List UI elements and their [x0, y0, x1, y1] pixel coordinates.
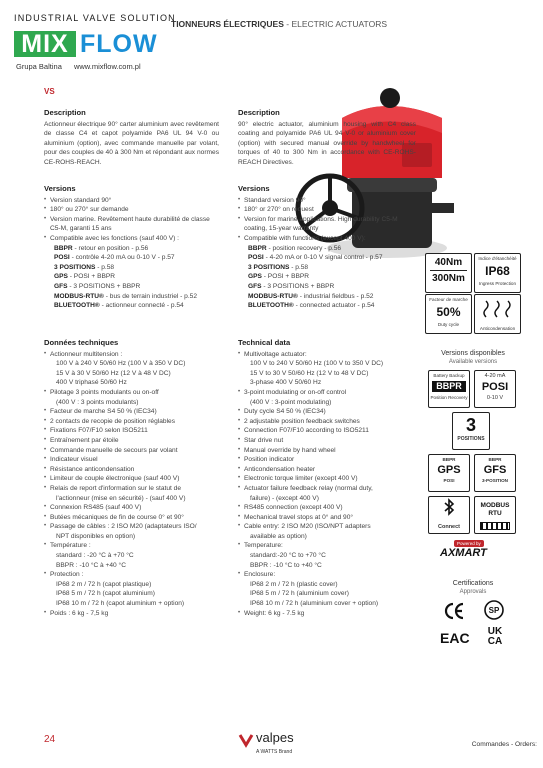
en-functions-list [238, 244, 416, 311]
en-tech-item: • Star drive nut [238, 436, 416, 446]
en-function-item [238, 244, 416, 254]
en-tech-item: • Enclosure: [238, 570, 416, 580]
en-tech-subitem: IP68 2 m / 72 h (plastic cover) [250, 580, 338, 588]
fr-tech-subitem: 15 V à 30 V 50/60 Hz (12 V à 48 V DC) [56, 369, 171, 377]
fr-tech-item: • Facteur de marche S4 50 % (IEC34) [44, 407, 219, 417]
powered-by: Powered by [454, 540, 484, 547]
fr-tech-list [44, 350, 219, 619]
fr-tech-subitem: BBPR : -10 °C à +40 °C [56, 561, 126, 569]
fr-versions-section [44, 184, 219, 311]
posi-bottom: 0-10 V [486, 395, 504, 401]
fr-function-item [44, 292, 219, 302]
en-tech-item: • Position indicator [238, 455, 416, 465]
en-tech-item: • 2 adjustable position feedback switches [238, 417, 416, 427]
bluetooth-connect-icon [428, 496, 470, 534]
en-description-title: Description [238, 108, 280, 117]
fr-description-text: Actionneur électrique 90° carter aluminium avec revêtement de classe C4 et capot polyamide PA6 UL 94 V-0 ou aluminium (option), avec commande manuelle par volant, pour des couples de 40 à 300 Nm et répondant aux normes CE-ROHS-REACH. [44, 120, 219, 166]
en-tech-subitem: IP68 10 m / 72 h (aluminium cover + option) [250, 600, 379, 608]
fr-tech-item: • Indicateur visuel [44, 455, 219, 465]
ukca-line1: UK [487, 626, 503, 637]
three-number: 3 [465, 415, 476, 435]
en-tech-subitem: 100 V to 240 V 50/60 Hz (100 V to 350 V DC) [250, 360, 384, 368]
fr-tech-item: • Connexion RS485 (sauf 400 V) [44, 503, 219, 513]
bbpr-icon [428, 370, 470, 408]
en-function-item [238, 292, 416, 302]
gfs-top: BBPR [488, 457, 502, 462]
fr-version-item: • Version marine. Revêtement haute durabilité de classe C5-M, garanti 15 ans [44, 215, 219, 234]
en-tech-title: Technical data [238, 338, 291, 347]
modbus-icon [474, 496, 516, 534]
fr-tech-subitem: l'actionneur (mise en sécurité) - (sauf 400 V) [56, 494, 186, 502]
fr-version-item: • Compatible avec les fonctions (sauf 400 V) : [44, 234, 219, 244]
fr-tech-item: • Commande manuelle de secours par volant [44, 446, 219, 456]
en-versions-title: Versions [238, 184, 270, 193]
fr-version-item: • 180° ou 270° sur demande [44, 205, 219, 215]
certifications-subtitle: Approvals [459, 589, 487, 595]
fr-function-item [44, 253, 219, 263]
header-title-sep: - [283, 19, 292, 29]
posi-icon [474, 370, 516, 408]
en-function-desc: - position recovery - p.56 [266, 244, 342, 252]
header-title-en: ELECTRIC ACTUATORS [291, 19, 388, 29]
duty-cycle-icon [425, 294, 472, 334]
fr-function-name: GPS [54, 273, 68, 281]
model-name: VS [44, 87, 55, 96]
fr-function-desc: - retour en position - p.56 [72, 244, 149, 252]
fr-tech-item: • Actionneur multitension : [44, 350, 219, 360]
posi-label: POSI [481, 381, 509, 393]
fr-tech-subitem: standard : -20 °C à +70 °C [56, 552, 134, 560]
header-title-fr: TIONNEURS ÉLECTRIQUES [171, 19, 284, 29]
fr-function-name: BLUETOOTH® [54, 302, 100, 310]
logo-mix: MIX [14, 31, 76, 57]
fr-tech-item: • Poids : 6 kg - 7,5 kg [44, 609, 219, 619]
company-line [16, 62, 141, 71]
en-function-desc: - 4-20 mA or 0-10 V signal control - p.57 [263, 254, 383, 262]
fr-tech-item: • 2 contacts de recopie de position réglables [44, 417, 219, 427]
fr-tech-item: • Passage de câbles : 2 ISO M20 (adaptateurs ISO/ [44, 522, 219, 532]
ip-value: IP68 [485, 264, 510, 278]
torque-max: 300Nm [432, 273, 465, 284]
en-function-desc: - connected actuator - p.54 [293, 302, 375, 310]
fr-function-item [44, 282, 219, 292]
fr-function-item [44, 263, 219, 273]
fr-function-item [44, 301, 219, 311]
ip-label: Indice d'étanchéité [478, 256, 517, 261]
ukca-mark [484, 627, 506, 647]
en-tech-subitem: (400 V : 3-point modulating) [250, 398, 332, 406]
torque-min: 40Nm [434, 257, 463, 268]
ip68-icon [474, 253, 521, 293]
en-function-name: GPS [248, 273, 262, 281]
three-label: POSITIONS [457, 436, 485, 442]
csa-us-mark-icon [482, 598, 506, 622]
axmart-text: AXMART [440, 547, 487, 559]
fr-function-desc: - p.58 [95, 263, 115, 271]
en-tech-subitem: available as option) [250, 532, 307, 540]
versions-available-title: Versions disponibles [441, 350, 505, 357]
axmart-logo [438, 540, 498, 560]
fr-function-name: MODBUS-RTU® [54, 292, 104, 300]
ukca-line2: CA [487, 636, 503, 647]
gfs-bottom: 3-POSITION [481, 478, 509, 483]
duty-value: 50% [436, 305, 461, 319]
fr-tech-subitem: NPT disponibles en option) [56, 532, 136, 540]
fr-tech-item: • Résistance anticondensation [44, 465, 219, 475]
ip-sub: Ingress Protection [478, 281, 517, 286]
bbpr-bottom: Position Recovery [430, 395, 468, 400]
svg-text:SP: SP [488, 606, 500, 615]
duty-sub: Duty cycle [437, 322, 460, 327]
orders-label: Commandes - Orders: [471, 741, 537, 748]
fr-function-desc: - bus de terrain industriel - p.52 [103, 292, 198, 300]
valpes-logo [238, 728, 308, 762]
heater-icon [476, 295, 519, 321]
en-function-name: POSI [248, 254, 264, 262]
en-tech-item: • 3-point modulating or on-off control [238, 388, 416, 398]
fr-tech-subitem: 400 V triphasé 50/60 Hz [56, 379, 127, 387]
en-tech-item: • Electronic torque limiter (except 400 V) [238, 474, 416, 484]
fr-tech-item: • Température : [44, 541, 219, 551]
fr-tech-item: • Entraînement par étoile [44, 436, 219, 446]
en-tech-list [238, 350, 416, 619]
fr-tech-item: • Relais de report d'information sur le statut de [44, 484, 219, 494]
en-version-item: • Compatible with functions (except 400 V): [238, 234, 416, 244]
anticond-label: Anticondensation [479, 326, 516, 331]
fr-tech-item: • Protection : [44, 570, 219, 580]
en-tech-section [238, 338, 416, 618]
en-tech-item: • Anticondensation heater [238, 465, 416, 475]
en-version-item: • Version for marine applications. High durability C5-M coating, 15-year warranty [238, 215, 416, 234]
versions-available-subtitle: Available versions [448, 359, 498, 365]
en-tech-subitem: BBPR : -10 °C to +40 °C [250, 561, 322, 569]
fr-tech-subitem: 100 V à 240 V 50/60 Hz (100 V à 350 V DC) [56, 360, 186, 368]
en-tech-subitem: 15 V to 30 V 50/60 Hz (12 V to 48 V DC) [250, 369, 369, 377]
fr-description-section [44, 108, 219, 168]
en-function-item [238, 272, 416, 282]
gfs-label: GFS [483, 464, 507, 476]
en-version-item: • Standard version 90° [238, 196, 416, 206]
fr-tech-item: • Pilotage 3 points modulants ou on-off [44, 388, 219, 398]
modbus-label: MODBUS RTU [480, 502, 510, 517]
en-function-item [238, 282, 416, 292]
fr-tech-subitem: IP68 2 m / 72 h (capot plastique) [56, 580, 152, 588]
en-tech-subitem: 3-phase 400 V 50/60 Hz [250, 379, 322, 387]
connect-label: Connect [438, 524, 460, 530]
ce-mark-icon [443, 600, 465, 622]
fr-function-name: 3 POSITIONS [54, 263, 96, 271]
posi-top: 4-20 mA [484, 373, 506, 379]
en-function-name: BBPR [248, 244, 267, 252]
en-tech-item: • Connection F07/F10 according to ISO5211 [238, 426, 416, 436]
en-function-item [238, 263, 416, 273]
en-versions-section [238, 184, 416, 311]
bbpr-top: Battery Backup [433, 373, 465, 378]
gfs-icon [474, 454, 516, 492]
en-description-section [238, 108, 416, 168]
en-function-desc: - 3 POSITIONS + BBPR [261, 282, 335, 290]
connector-icon [480, 522, 510, 530]
en-tech-subitem: IP68 5 m / 72 h (aluminium cover) [250, 590, 349, 598]
fr-tech-subitem: IP68 10 m / 72 h (capot aluminium + option) [56, 600, 185, 608]
en-function-desc: - industrial fieldbus - p.52 [297, 292, 374, 300]
en-function-name: MODBUS-RTU® [248, 292, 298, 300]
three-positions-icon [452, 412, 490, 450]
fr-description-title: Description [44, 108, 86, 117]
fr-tech-section [44, 338, 219, 618]
gps-bottom: POSI [443, 478, 455, 483]
fr-function-name: GFS [54, 282, 68, 290]
gps-label: GPS [437, 464, 461, 476]
en-tech-item: • Actuator failure feedback relay (normal duty, [238, 484, 416, 494]
company-url[interactable]: www.mixflow.com.pl [73, 62, 141, 71]
en-tech-item: • Mechanical travel stops at 0° and 90° [238, 513, 416, 523]
fr-versions-title: Versions [44, 184, 76, 193]
page-header-title [171, 19, 387, 29]
fr-function-item [44, 244, 219, 254]
en-function-item [238, 253, 416, 263]
en-function-desc: - p.58 [289, 263, 309, 271]
fr-function-desc: - actionneur connecté - p.54 [99, 302, 184, 310]
fr-functions-list [44, 244, 219, 311]
en-tech-item: • RS485 connection (except 400 V) [238, 503, 416, 513]
fr-tech-subitem: IP68 5 m / 72 h (capot aluminium) [56, 590, 155, 598]
fr-tech-item: • Butées mécaniques de fin de course 0° et 90° [44, 513, 219, 523]
fr-function-desc: - 3 POSITIONS + BBPR [67, 282, 141, 290]
en-tech-subitem: standard:-20 °C to +70 °C [250, 552, 326, 560]
en-function-name: 3 POSITIONS [248, 263, 290, 271]
en-function-desc: - POSI + BBPR [261, 273, 310, 281]
tagline: INDUSTRIAL VALVE SOLUTION [14, 13, 176, 23]
logo-flow: FLOW [80, 30, 158, 58]
en-tech-item: • Temperature: [238, 541, 416, 551]
fr-tech-subitem: (400 V : 3 points modulants) [56, 398, 139, 406]
en-tech-item: • Cable entry: 2 ISO M20 (ISO/NPT adapters [238, 522, 416, 532]
valpes-sub: A WATTS Brand [256, 749, 293, 755]
en-tech-item: • Multivoltage actuator: [238, 350, 416, 360]
fr-function-name: BBPR [54, 244, 73, 252]
gps-top: BBPR [442, 457, 456, 462]
en-tech-item: • Manual override by hand wheel [238, 446, 416, 456]
fr-tech-item: • Fixations F07/F10 selon ISO5211 [44, 426, 219, 436]
fr-version-item: • Version standard 90° [44, 196, 219, 206]
fr-function-desc: - contrôle 4-20 mA ou 0-10 V - p.57 [69, 254, 175, 262]
mixflow-logo [14, 31, 174, 57]
en-description-text: 90° electric actuator, aluminium housing with C4 class coating and polyamide PA6 UL 94 V-0 or aluminium cover (option) with secured manual override by handwheel for torques of 40 to 300 Nm in accordance with CE-ROHS-REACH Directives. [238, 120, 416, 166]
fr-tech-item: • Limiteur de couple électronique (sauf 400 V) [44, 474, 219, 484]
valpes-name: valpes [256, 730, 294, 745]
eac-mark: EAC [440, 630, 470, 646]
torque-icon [425, 253, 472, 293]
fr-tech-title: Données techniques [44, 338, 119, 347]
en-version-item: • 180° or 270° on request [238, 205, 416, 215]
anticondensation-icon [474, 294, 521, 334]
en-function-name: BLUETOOTH® [248, 302, 294, 310]
fr-function-name: POSI [54, 254, 70, 262]
fr-function-item [44, 272, 219, 282]
bluetooth-icon [430, 497, 468, 519]
valpes-mark-icon [238, 732, 254, 748]
en-function-name: GFS [248, 282, 262, 290]
en-tech-subitem: failure) - (except 400 V) [250, 494, 319, 502]
bbpr-label: BBPR [432, 381, 466, 392]
certifications-title: Certifications [452, 580, 494, 587]
en-function-item [238, 301, 416, 311]
duty-label: Facteur de marche [429, 297, 468, 302]
page-number: 24 [44, 734, 56, 745]
company-name: Grupa Baltina [16, 62, 62, 71]
en-tech-item: • Duty cycle S4 50 % (IEC34) [238, 407, 416, 417]
fr-function-desc: - POSI + BBPR [67, 273, 116, 281]
gps-icon [428, 454, 470, 492]
en-tech-item: • Weight: 6 kg - 7.5 kg [238, 609, 416, 619]
